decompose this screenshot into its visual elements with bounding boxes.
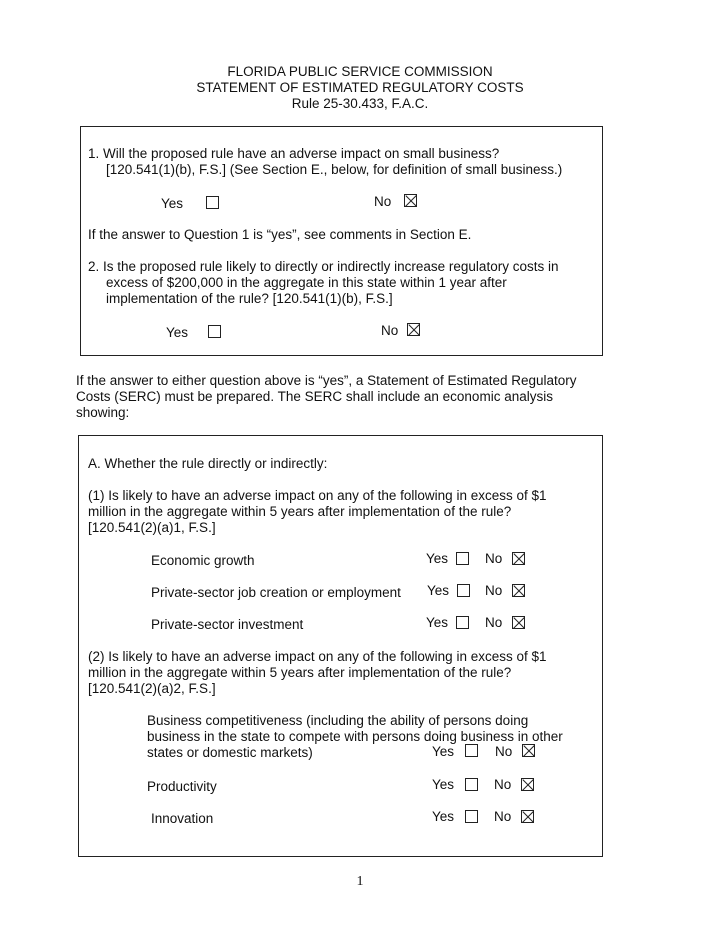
q2-no-label: No: [381, 323, 399, 338]
innovation-no-checkbox-checked[interactable]: [521, 810, 534, 823]
rule-reference: Rule 25-30.433, F.A.C.: [291, 96, 429, 111]
serc-intro-line-1: If the answer to either question above is “yes”, a Statement of Estimated Regulatory: [76, 373, 577, 388]
q1-no-label: No: [374, 194, 392, 209]
innovation-yes-checkbox[interactable]: [465, 810, 478, 823]
page-number: 1: [356, 874, 364, 889]
section-a-heading: A. Whether the rule directly or indirectly:: [88, 456, 328, 471]
question-2-line-2: excess of $200,000 in the aggregate in this state within 1 year after: [106, 275, 507, 290]
serc-intro-line-2: Costs (SERC) must be prepared. The SERC shall include an economic analysis: [76, 389, 553, 404]
economic-growth-yes-label: Yes: [426, 551, 449, 566]
economic-growth-yes-checkbox[interactable]: [456, 552, 469, 565]
part-1-line-3: [120.541(2)(a)1, F.S.]: [88, 520, 216, 535]
investment-yes-checkbox[interactable]: [456, 616, 469, 629]
competitiveness-line-2: business in the state to compete with persons doing business in other: [147, 729, 563, 744]
question-1-line-1: 1. Will the proposed rule have an adverse impact on small business?: [88, 146, 500, 161]
job-creation-label: Private-sector job creation or employment: [151, 585, 401, 600]
part-2-line-2: million in the aggregate within 5 years after implementation of the rule?: [88, 665, 512, 680]
competitiveness-no-checkbox-checked[interactable]: [522, 744, 535, 757]
q1-yes-label: Yes: [161, 196, 184, 211]
q1-no-checkbox-checked[interactable]: [404, 194, 417, 207]
innovation-no-label: No: [494, 809, 512, 824]
economic-growth-no-checkbox-checked[interactable]: [512, 552, 525, 565]
part-2-line-3: [120.541(2)(a)2, F.S.]: [88, 681, 216, 696]
question-2-line-3: implementation of the rule? [120.541(1)(b), F.S.]: [106, 291, 393, 306]
q1-yes-checkbox[interactable]: [206, 196, 219, 209]
economic-growth-no-label: No: [485, 551, 503, 566]
innovation-yes-label: Yes: [432, 809, 455, 824]
economic-growth-label: Economic growth: [151, 553, 255, 568]
investment-yes-label: Yes: [426, 615, 449, 630]
competitiveness-line-1: Business competitiveness (including the ability of persons doing: [147, 713, 529, 728]
part-2-line-1: (2) Is likely to have an adverse impact on any of the following in excess of $1: [88, 649, 547, 664]
competitiveness-line-3: states or domestic markets): [147, 745, 313, 760]
form-subtitle: STATEMENT OF ESTIMATED REGULATORY COSTS: [196, 80, 524, 95]
q2-yes-checkbox[interactable]: [208, 325, 221, 338]
question-2-line-1: 2. Is the proposed rule likely to directly or indirectly increase regulatory costs in: [88, 259, 559, 274]
job-creation-yes-label: Yes: [427, 583, 450, 598]
job-creation-yes-checkbox[interactable]: [457, 584, 470, 597]
competitiveness-yes-label: Yes: [432, 744, 455, 759]
productivity-no-label: No: [494, 777, 512, 792]
investment-no-label: No: [485, 615, 503, 630]
serc-intro-line-3: showing:: [76, 405, 130, 420]
part-1-line-2: million in the aggregate within 5 years after implementation of the rule?: [88, 504, 512, 519]
productivity-yes-label: Yes: [432, 777, 455, 792]
investment-label: Private-sector investment: [151, 617, 304, 632]
part-1-line-1: (1) Is likely to have an adverse impact on any of the following in excess of $1: [88, 488, 547, 503]
question-1-note: If the answer to Question 1 is “yes”, see comments in Section E.: [88, 227, 472, 242]
investment-no-checkbox-checked[interactable]: [512, 616, 525, 629]
question-1-line-2: [120.541(1)(b), F.S.] (See Section E., below, for definition of small business.): [106, 162, 563, 177]
innovation-label: Innovation: [151, 811, 214, 826]
q2-no-checkbox-checked[interactable]: [407, 323, 420, 336]
productivity-yes-checkbox[interactable]: [465, 778, 478, 791]
productivity-no-checkbox-checked[interactable]: [521, 778, 534, 791]
competitiveness-yes-checkbox[interactable]: [465, 744, 478, 757]
job-creation-no-label: No: [485, 583, 503, 598]
productivity-label: Productivity: [147, 779, 217, 794]
job-creation-no-checkbox-checked[interactable]: [512, 584, 525, 597]
form-title: FLORIDA PUBLIC SERVICE COMMISSION: [227, 64, 493, 79]
competitiveness-no-label: No: [495, 744, 513, 759]
q2-yes-label: Yes: [166, 325, 189, 340]
